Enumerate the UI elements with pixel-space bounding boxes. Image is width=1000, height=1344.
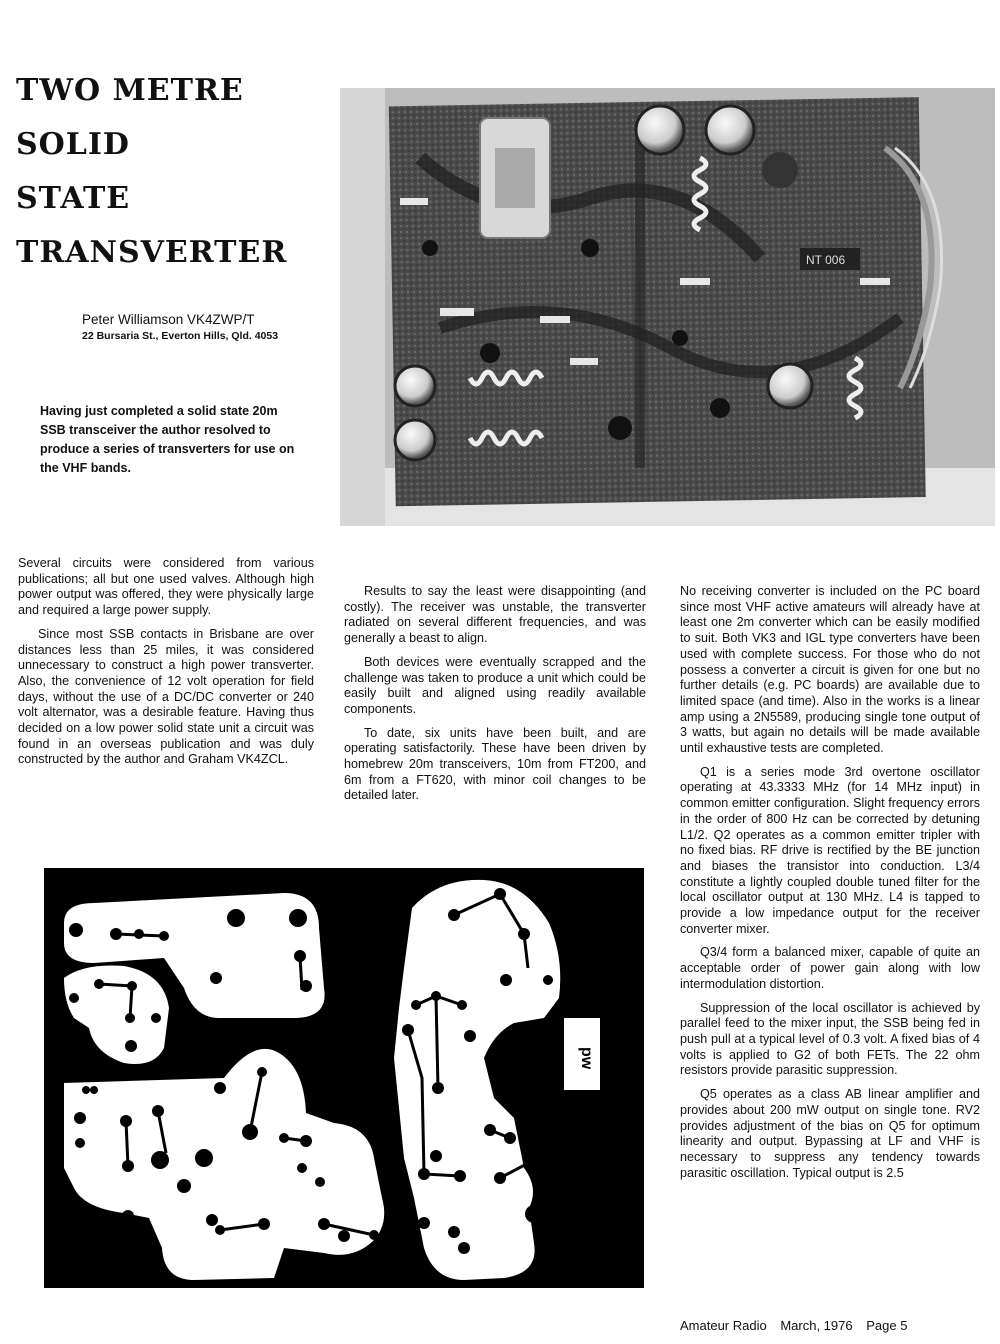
body-paragraph: Suppression of the local oscillator is achieved by parallel feed to the mixer input, the SSB being fed in push pull at a typical level of 0.3 volt. A fixed bias of 4 volts is applied to G2 of both FETs. The 22 ohm resistors provide parasitic suppression. bbox=[680, 1000, 980, 1078]
body-paragraph: Q1 is a series mode 3rd overtone oscillator operating at 43.3333 MHz (for 14 MHz input) in common emitter configuration. Slight frequency errors in the order of 800 Hz can be corrected by detuning L1/2. Q2 operates as a common emitter tripler with no fixed bias. RF drive is rectified by the BE junction and biases the transistor into conduction. L3/4 constitute a lightly coupled double tuned filter for the local oscillator output at 130 MHz. L4 is tapped to provide a low impedance output for the receiver converter mixer. bbox=[680, 764, 980, 936]
page-footer bbox=[680, 1318, 972, 1333]
intro-paragraph: Having just completed a solid state 20m SSB transceiver the author resolved to produce a series of transverters for use on the VHF bands. bbox=[40, 404, 295, 475]
title-line: SOLID bbox=[16, 127, 130, 162]
title-line: STATE bbox=[16, 181, 131, 216]
body-paragraph: Since most SSB contacts in Brisbane are over distances less than 25 miles, it was considered unnecessary to construct a high power transverter. Also, the convenience of 12 volt operation for field days, without the use of a DC/DC converter or 240 volt alternator, was a desirable feature. Having thus decided on a low power solid state unit a circuit was found in an overseas publication and was duly constructed by the author and Graham VK4ZCL. bbox=[18, 626, 314, 767]
body-paragraph: Both devices were eventually scrapped and the challenge was taken to produce a unit which could be easily built and aligned using readily available components. bbox=[344, 654, 646, 716]
body-paragraph: Q5 operates as a class AB linear amplifier and provides about 200 mW output on single tone. RV2 provides adjustment of the bias on Q5 for optimum linearity and output. Bypassing at LF and VHF is necessary to suppress any tendency towards parasitic oscillation. Typical output is 2.5 bbox=[680, 1087, 980, 1180]
author-address: 22 Bursaria St., Everton Hills, Qld. 4053 bbox=[82, 330, 279, 342]
article-title bbox=[16, 64, 336, 280]
author-block bbox=[82, 312, 278, 344]
footer-publication: Amateur Radio bbox=[680, 1318, 767, 1333]
photo-component-label: NT 006 bbox=[806, 253, 846, 267]
body-paragraph: Results to say the least were disappointing (and costly). The receiver was unstable, the transverter radiated on several different frequencies, and was generally a beast to align. bbox=[344, 584, 646, 646]
circuit-board-photo-image bbox=[340, 88, 995, 526]
footer-page-number: Page 5 bbox=[866, 1318, 908, 1333]
body-column-1 bbox=[18, 556, 314, 776]
body-column-3 bbox=[680, 584, 980, 1189]
title-line: TRANSVERTER bbox=[16, 235, 288, 270]
body-column-2 bbox=[344, 584, 646, 812]
pcb-artwork bbox=[44, 868, 644, 1288]
title-line: TWO METRE bbox=[16, 73, 244, 108]
pcb-label: pw bbox=[578, 1047, 595, 1070]
body-paragraph: No receiving converter is included on the PC board since most VHF active amateurs will already have at least one 2m converter which can be easily modified to suit. Both VK3 and IGL type converters have been used with complete success. For those who do not possess a converter a circuit is given for one but no further details (e.g. PC boards) are available due to limited space (and time). Also in the works is a linear amp using a 2N5589, producing single tone output of 3 watts, but again no details will be made available until exhaustive tests are completed. bbox=[680, 584, 980, 756]
body-paragraph: Q3/4 form a balanced mixer, capable of quite an acceptable order of power gain along with low intermodulation distortion. bbox=[680, 945, 980, 991]
body-paragraph: Several circuits were considered from various publications; all but one used valves. Although high power output was offered, they were physically large and required a large power supply. bbox=[18, 556, 314, 618]
author-name: Peter Williamson VK4ZWP/T bbox=[82, 312, 255, 327]
pcb-layout-diagram bbox=[44, 868, 644, 1288]
footer-date: March, 1976 bbox=[780, 1318, 853, 1333]
circuit-board-photo bbox=[340, 88, 995, 526]
body-paragraph: To date, six units have been built, and are operating satisfactorily. These have been driven by homebrew 20m transceivers, 10m from FT200, and 6m from a FT620, with minor coil changes to be detailed later. bbox=[344, 725, 646, 803]
